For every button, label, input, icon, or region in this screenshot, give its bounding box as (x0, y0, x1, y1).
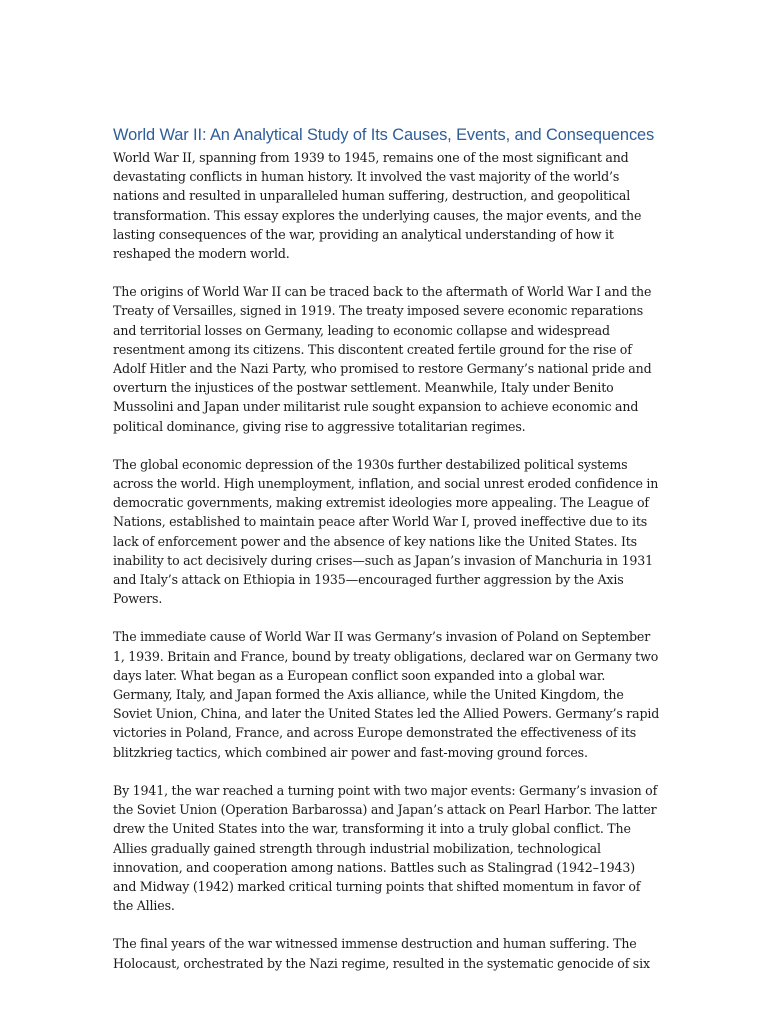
paragraph-turning-point: By 1941, the war reached a turning point with two major events: Germany’s invasion of the Soviet Union (Operation Barbarossa) and Japan’s attack on Pearl Harbor. The latter drew the United States into the war, transforming it into a truly global conflict. The Allies gradually gained strength through industrial mobilization, technological innovation, and cooperation among nations. Battles such as Stalingrad (1942–1943) and Midway (1942) marked critical turning points that shifted momentum in favor of the Allies. (113, 782, 658, 914)
paragraph-origins: The origins of World War II can be traced back to the aftermath of World War I and the Treaty of Versailles, signed in 1919. The treaty imposed severe economic reparations and territorial losses on Germany, leading to economic collapse and widespread resentment among its citizens. This discontent created fertile ground for the rise of Adolf Hitler and the Nazi Party, who promised to restore Germany’s national pride and overturn the injustices of the postwar settlement. Meanwhile, Italy under Benito Mussolini and Japan under militarist rule sought expansion to achieve economic and political dominance, giving rise to aggressive totalitarian regimes. (113, 284, 652, 434)
paragraph-intro: World War II, spanning from 1939 to 1945, remains one of the most significant and devastating conflicts in human history. It involved the vast majority of the world’s nations and resulted in unparalleled human suffering, destruction, and geopolitical transformation. This essay explores the underlying causes, the major events, and the lasting consequences of the war, providing an analytical understanding of how it reshaped the modern world. (113, 150, 642, 262)
document-body (113, 124, 661, 992)
paragraph-depression: The global economic depression of the 1930s further destabilized political systems across the world. High unemployment, inflation, and social unrest eroded confidence in democratic governments, making extremist ideologies more appealing. The League of Nations, established to maintain peace after World War I, proved ineffective due to its lack of enforcement power and the absence of key nations like the United States. Its inability to act decisively during crises—such as Japan’s invasion of Manchuria in 1931 and Italy’s attack on Ethiopia in 1935—encouraged further aggression by the Axis Powers. (113, 456, 659, 607)
paragraph-final-years: The final years of the war witnessed immense destruction and human suffering. The Holocaust, orchestrated by the Nazi regime, resulted in the systematic genocide of six (113, 936, 650, 971)
document-title: World War II: An Analytical Study of Its Causes, Events, and Consequences (113, 126, 655, 144)
paragraph-immediate-cause: The immediate cause of World War II was Germany’s invasion of Poland on September 1, 1939. Britain and France, bound by treaty obligations, declared war on Germany two days later. What began as a European conflict soon expanded into a global war. Germany, Italy, and Japan formed the Axis alliance, while the United Kingdom, the Soviet Union, China, and later the United States led the Allied Powers. Germany’s rapid victories in Poland, France, and across Europe demonstrated the effectiveness of its blitzkrieg tactics, which combined air power and fast-moving ground forces. (113, 629, 660, 760)
